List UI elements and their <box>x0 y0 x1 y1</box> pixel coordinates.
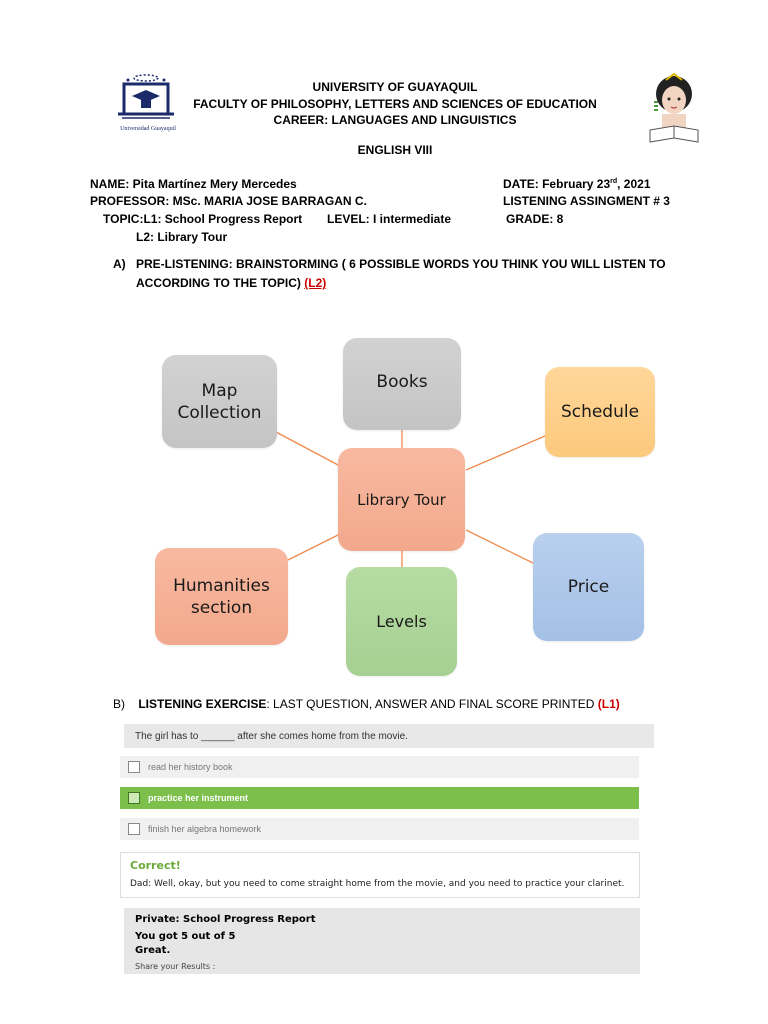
section-a-continuation: ACCORDING TO THE TOPIC) <box>136 276 301 290</box>
connector-map <box>276 432 340 466</box>
result-comment: Great. <box>135 945 171 956</box>
section-b-tag: (L1) <box>597 697 620 711</box>
node-books: Books <box>343 338 461 430</box>
section-a-letter: A) <box>113 257 126 271</box>
node-map-line2: Collection <box>177 402 262 423</box>
topic-l2: L2: Library Tour <box>136 230 228 244</box>
node-schedule: Schedule <box>545 367 655 457</box>
section-b-bold: LISTENING EXERCISE <box>138 697 267 711</box>
student-name: NAME: Pita Martínez Mery Mercedes <box>90 177 297 191</box>
result-score: You got 5 out of 5 <box>135 931 236 942</box>
node-hum-line2: section <box>190 597 253 618</box>
section-b-letter: B) <box>113 697 125 711</box>
date-year: , 2021 <box>617 177 651 191</box>
feedback-title: Correct! <box>130 859 181 872</box>
date-text: DATE: February 23 <box>503 177 611 191</box>
section-a-text: PRE-LISTENING: BRAINSTORMING ( 6 POSSIBLE WORDS YOU THINK YOU WILL LISTEN TO <box>136 257 666 271</box>
section-b-heading <box>113 697 620 711</box>
checkbox-checked-icon <box>128 792 140 804</box>
quiz-feedback <box>120 852 640 898</box>
node-humanities-section <box>155 548 288 645</box>
quiz-option-1-label: read her history book <box>148 762 233 772</box>
checkbox-icon <box>128 761 140 773</box>
connector-humanities <box>288 534 340 560</box>
quiz-option-1[interactable] <box>120 756 639 778</box>
quiz-option-3[interactable] <box>120 818 639 840</box>
career-title: CAREER: LANGUAGES AND LINGUISTICS <box>273 113 517 127</box>
professor: PROFESSOR: MSc. MARIA JOSE BARRAGAN C. <box>90 194 367 208</box>
faculty-title: FACULTY OF PHILOSOPHY, LETTERS AND SCIENCES OF EDUCATION <box>193 97 597 111</box>
node-price: Price <box>533 533 644 641</box>
node-map-line1: Map <box>201 380 238 401</box>
node-library-tour: Library Tour <box>338 448 465 551</box>
result-title: Private: School Progress Report <box>135 914 316 925</box>
node-levels: Levels <box>346 567 457 676</box>
quiz-question-text: The girl has to ______ after she comes home from the movie. <box>135 730 408 742</box>
quiz-option-2-label: practice her instrument <box>148 793 249 803</box>
checkbox-icon <box>128 823 140 835</box>
node-map-collection <box>162 355 277 448</box>
section-b-rest: : LAST QUESTION, ANSWER AND FINAL SCORE PRINTED <box>266 697 595 711</box>
node-hum-line1: Humanities <box>173 575 270 596</box>
connector-schedule <box>466 436 545 470</box>
assignment-number: LISTENING ASSINGMENT # 3 <box>503 194 670 208</box>
connector-price <box>466 530 533 563</box>
quiz-result-panel <box>124 908 640 974</box>
quiz-question <box>124 724 654 748</box>
course-title: ENGLISH VIII <box>357 143 433 157</box>
university-title: UNIVERSITY OF GUAYAQUIL <box>312 80 478 94</box>
section-a-tag: (L2) <box>304 276 327 290</box>
level: LEVEL: I intermediate <box>327 212 452 226</box>
grade: GRADE: 8 <box>506 212 564 226</box>
date-suffix: rd <box>610 178 618 185</box>
quiz-option-3-label: finish her algebra homework <box>148 824 262 834</box>
feedback-text: Dad: Well, okay, but you need to come straight home from the movie, and you need to practice your clarinet. <box>130 879 625 889</box>
logo-caption: Universidad Guayaquil <box>120 126 176 132</box>
share-results-label: Share your Results : <box>135 962 216 971</box>
quiz-option-2-selected[interactable] <box>120 787 639 809</box>
topic-l1: TOPIC:L1: School Progress Report <box>103 212 303 226</box>
